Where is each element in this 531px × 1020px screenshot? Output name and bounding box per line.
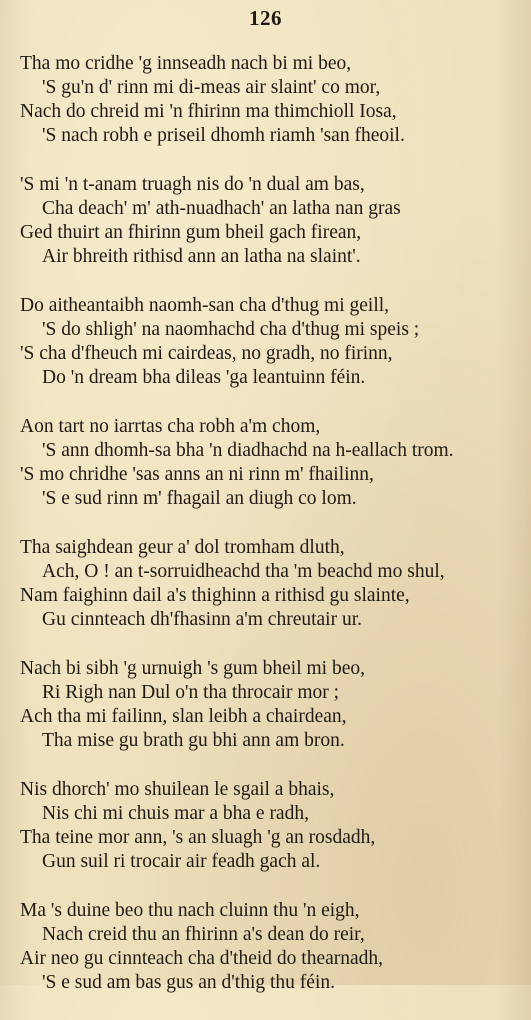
poem-line: Ach tha mi failinn, slan leibh a chairdean, [20,706,347,727]
poem [20,52,520,1020]
poem-line: Gun suil ri trocair air feadh gach al. [42,851,321,872]
stanza [20,415,520,511]
poem-line: Tha saighdean geur a' dol tromham dluth, [20,537,345,558]
poem-line: Tha mise gu brath gu bhi ann am bron. [42,730,345,751]
poem-line: Nis dhorch' mo shuilean le sgail a bhais, [20,779,335,800]
poem-line: Nis chi mi chuis mar a bha e radh, [42,803,309,824]
stanza [20,294,520,390]
stanza [20,173,520,269]
poem-line: Ach, O ! an t-sorruidheachd tha 'm beachd mo shul, [42,561,445,582]
poem-line: Nach do chreid mi 'n fhirinn ma thimchioll Iosa, [20,101,397,122]
poem-line: Tha mo cridhe 'g innseadh nach bi mi beo, [20,53,352,74]
poem-line: Ged thuirt an fhirinn gum bheil gach firean, [20,222,362,243]
poem-line: 'S e sud rinn m' fhagail an diugh co lom. [42,488,357,509]
poem-line: 'S e sud am bas gus an d'thig thu féin. [42,972,335,993]
poem-line: Ma 's duine beo thu nach cluinn thu 'n eigh, [20,900,360,921]
poem-line: Air bhreith rithisd ann an latha na slaint'. [42,246,361,267]
poem-line: Do 'n dream bha dileas 'ga leantuinn féin. [42,367,366,388]
poem-line: 'S ann dhomh-sa bha 'n diadhachd na h-eallach trom. [42,440,454,461]
poem-line: 'S nach robh e priseil dhomh riamh 'san fheoil. [42,125,405,146]
stanza [20,657,520,753]
poem-line: 'S mi 'n t-anam truagh nis do 'n dual am bas, [20,174,365,195]
poem-line: 'S cha d'fheuch mi cairdeas, no gradh, no firinn, [20,343,393,364]
poem-line: Ri Righ nan Dul o'n tha throcair mor ; [42,682,340,703]
poem-line: Gu cinnteach dh'fhasinn a'm chreutair ur. [42,609,362,630]
poem-line: 'S gu'n d' rinn mi di-meas air slaint' co mor, [42,77,381,98]
stanza [20,899,520,995]
poem-line: Nach creid thu an fhirinn a's dean do reir, [42,924,365,945]
poem-line: Tha teine mor ann, 's an sluagh 'g an rosdadh, [20,827,376,848]
poem-line: Aon tart no iarrtas cha robh a'm chom, [20,416,321,437]
poem-line: 'S mo chridhe 'sas anns an ni rinn m' fhailinn, [20,464,374,485]
poem-line: Nam faighinn dail a's thighinn a rithisd gu slainte, [20,585,410,606]
poem-line: 'S do shligh' na naomhachd cha d'thug mi speis ; [42,319,420,340]
stanza [20,52,520,148]
poem-line: Do aitheantaibh naomh-san cha d'thug mi geill, [20,295,390,316]
stanza [20,778,520,874]
poem-line: Nach bi sibh 'g urnuigh 's gum bheil mi beo, [20,658,365,679]
stanza [20,536,520,632]
page-number: 126 [249,6,282,30]
poem-line: Cha deach' m' ath-nuadhach' an latha nan gras [42,198,401,219]
poem-line: Air neo gu cinnteach cha d'theid do thearnadh, [20,948,384,969]
